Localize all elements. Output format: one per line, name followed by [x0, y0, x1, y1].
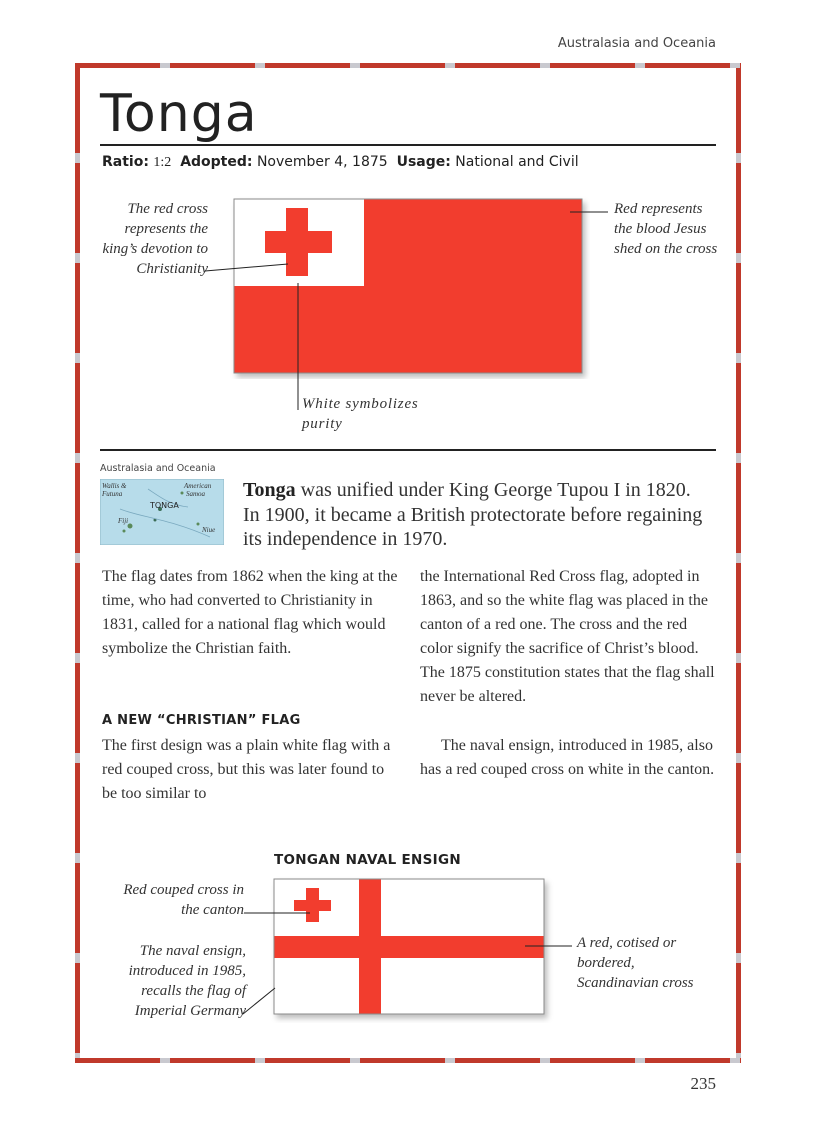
col1-paragraph-1: The flag dates from 1862 when the king at the time, who had converted to Christianity in 1831, called for a national flag which would symbolize the Christian faith.: [102, 568, 398, 657]
map-label-fiji: Fiji: [118, 517, 129, 525]
map-label-wallis: Wallis &: [102, 482, 127, 490]
subhead-christian-flag: A NEW “CHRISTIAN” FLAG: [102, 713, 301, 728]
adopted-label: Adopted:: [180, 154, 253, 170]
page-title: Tonga: [100, 84, 258, 144]
map-label-niue: Niue: [202, 526, 216, 534]
col2-paragraph-2: The naval ensign, introduced in 1985, also has a red couped cross on white in the canton.: [420, 737, 715, 778]
intro-paragraph: [243, 478, 703, 552]
note-red-field: Red represents the blood Jesus shed on the cross: [614, 201, 718, 257]
section-rule: [100, 449, 716, 451]
col1-paragraph-2: The first design was a plain white flag with a red couped cross, but this was later found to be too similar to: [102, 737, 391, 802]
flag-leader-lines: [0, 0, 816, 460]
ensign-note-history: The naval ensign, introduced in 1985, recalls the flag of Imperial Germany: [128, 943, 246, 1019]
adopted-value: November 4, 1875: [256, 154, 388, 170]
ratio-value: 1:2: [153, 155, 172, 170]
map-graphic: [100, 479, 224, 545]
intro-text: was unified under King George Tupou I in 1820. In 1900, it became a British protectorate before regaining its independence in 1970.: [243, 479, 703, 550]
usage-value: National and Civil: [455, 154, 579, 170]
section-header: Australasia and Oceania: [557, 36, 716, 51]
locator-map: [100, 463, 225, 546]
note-white: White symbolizes purity: [302, 396, 419, 432]
ratio-label: Ratio:: [102, 154, 149, 170]
map-heading: Australasia and Oceania: [100, 463, 216, 474]
col2-paragraph-1: the International Red Cross flag, adopted in 1863, and so the white flag was placed in the canton of a red one. The cross and the red color signify the sacrifice of Christ’s blood. The 1875 constitution states that the flag shall never be altered.: [420, 568, 715, 705]
page-number: 235: [690, 1074, 716, 1093]
map-label-tonga: TONGA: [150, 501, 179, 510]
intro-bold: Tonga: [243, 479, 296, 501]
map-label-american-samoa: American: [184, 482, 212, 490]
ensign-leader-lines: [0, 860, 816, 1060]
map-label-futuna: Futuna: [102, 490, 123, 498]
ensign-title: TONGAN NAVAL ENSIGN: [274, 852, 461, 868]
ensign-note-canton: Red couped cross in the canton: [123, 882, 244, 918]
map-label-samoa: Samoa: [186, 490, 206, 498]
ensign-note-cross: A red, cotised or bordered, Scandinavian cross: [577, 935, 694, 991]
note-red-cross: The red cross represents the king’s devotion to Christianity: [102, 201, 208, 277]
usage-label: Usage:: [396, 154, 451, 170]
